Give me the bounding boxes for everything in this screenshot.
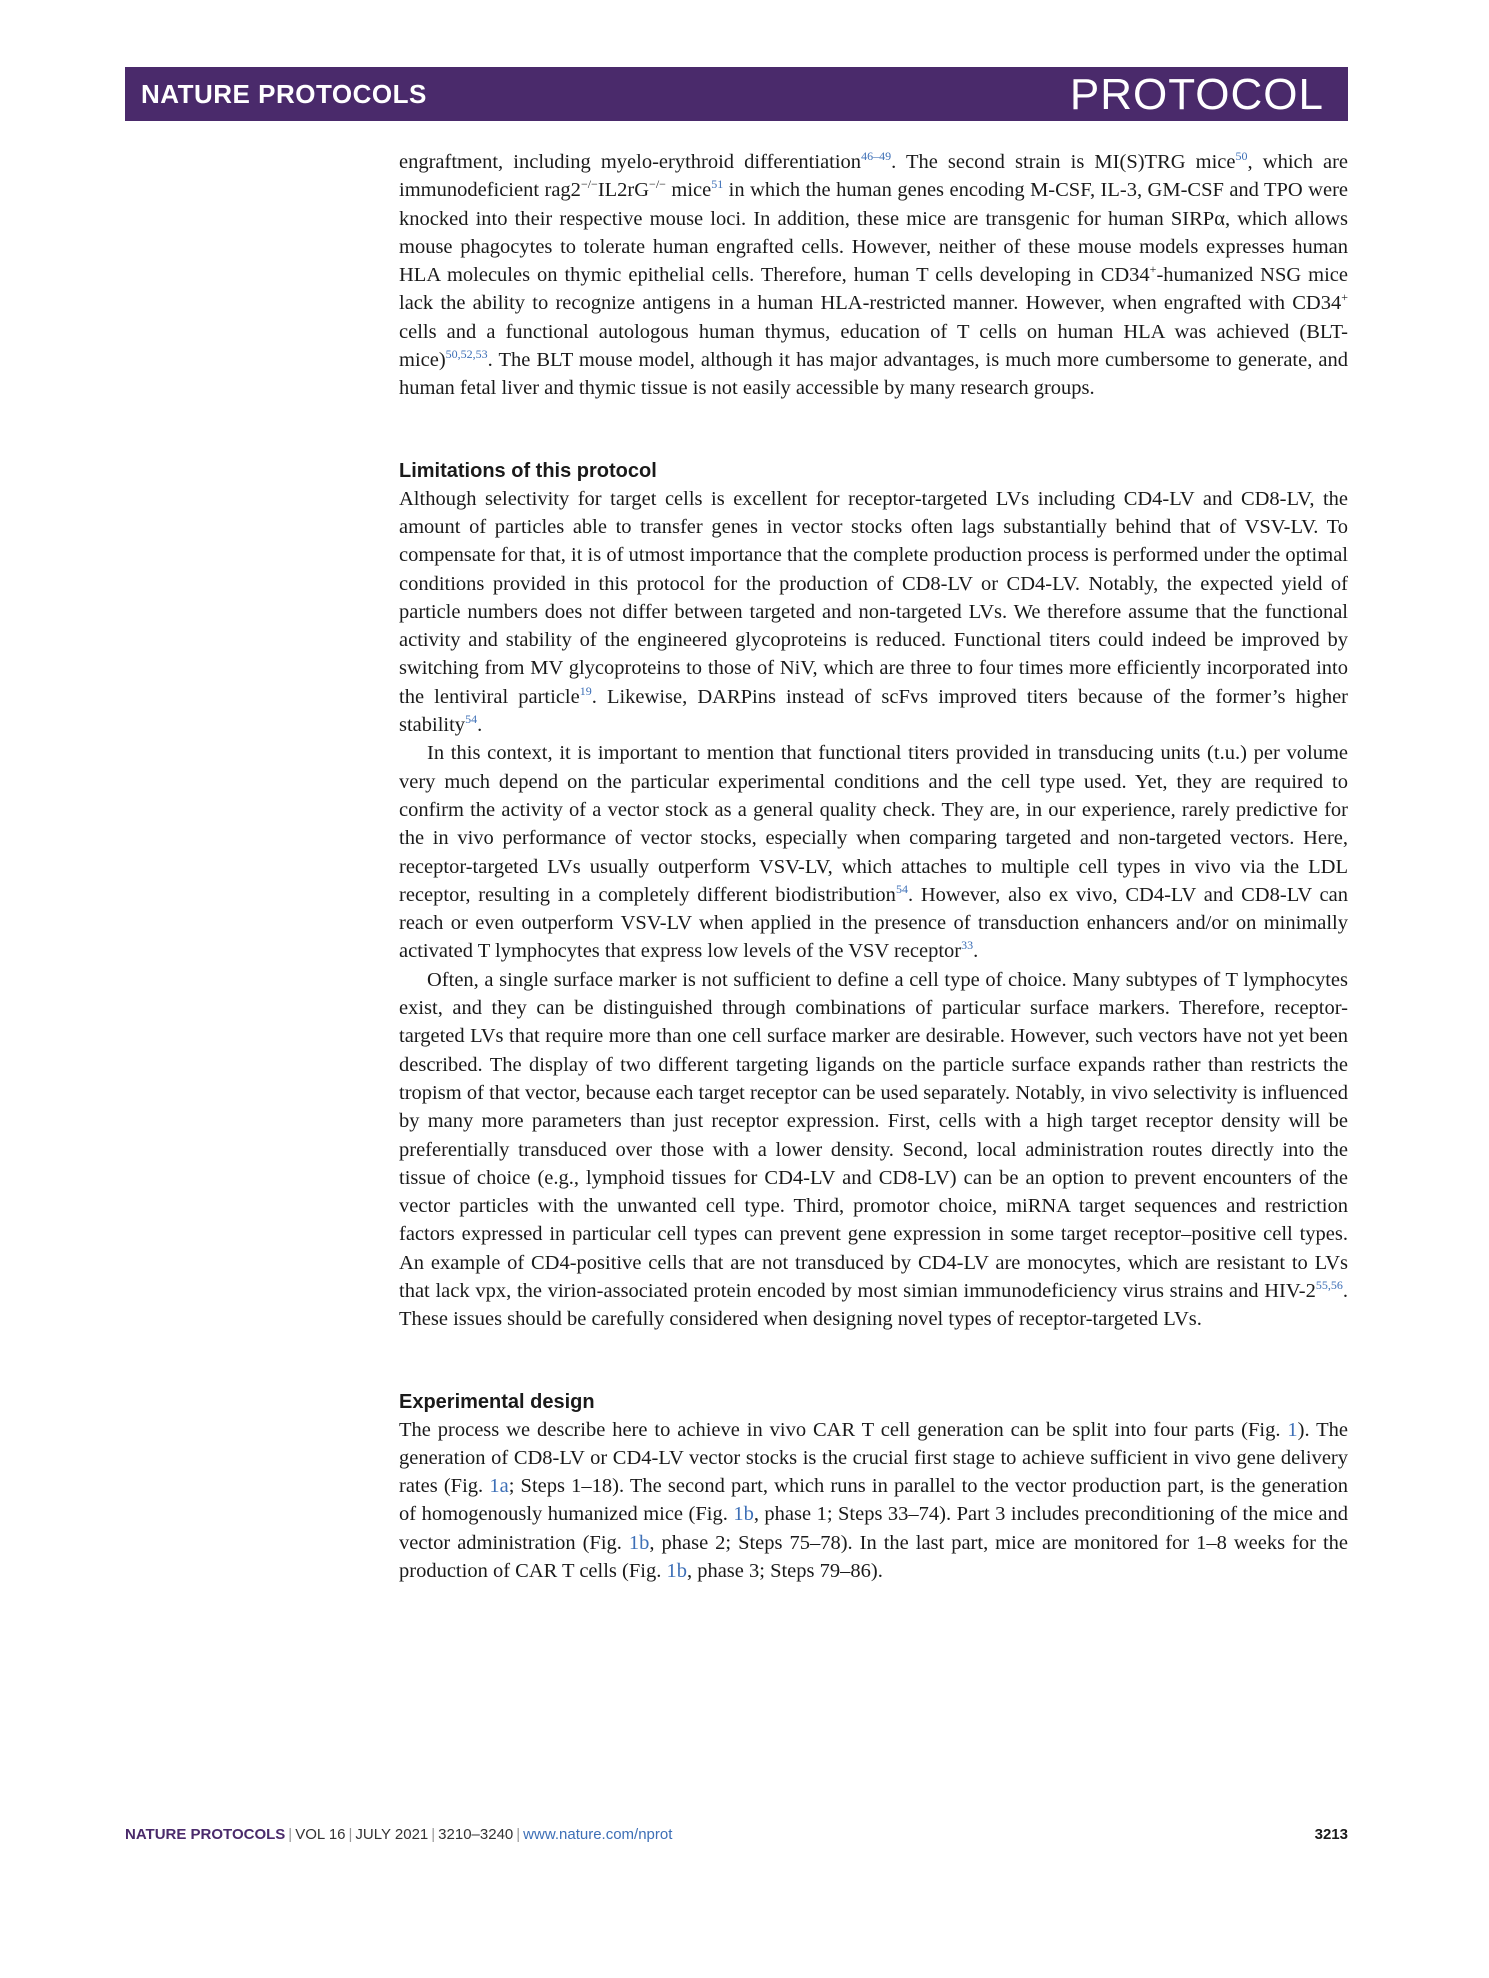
section-type-label: PROTOCOL — [1069, 70, 1324, 119]
citation-ref[interactable]: 51 — [711, 177, 724, 192]
superscript: −/− — [580, 177, 598, 192]
footer-date: JULY 2021 — [355, 1826, 429, 1843]
section-heading-experimental-design: Experimental design — [399, 1390, 595, 1413]
section-heading-limitations: Limitations of this protocol — [399, 459, 657, 482]
figure-link[interactable]: 1b — [628, 1531, 650, 1554]
article-body — [399, 148, 1348, 1585]
footer-journal: NATURE PROTOCOLS — [125, 1826, 286, 1843]
footer-url-link[interactable]: www.nature.com/nprot — [523, 1826, 673, 1843]
citation-ref[interactable]: 46–49 — [861, 149, 892, 163]
citation-ref[interactable]: 33 — [961, 938, 974, 953]
page-number: 3213 — [1314, 1826, 1348, 1843]
journal-header-bar — [125, 67, 1348, 121]
figure-link[interactable]: 1 — [1287, 1418, 1298, 1441]
paragraph-limitations-1: Although selectivity for target cells is excellent for receptor-targeted LVs including CD4-LV and CD8-LV, the amount of particles able to transfer genes in vector stocks often lags substantially behind that of VSV-LV. To compensate for that, it is of utmost importance that the complete production process is performed under the optimal conditions provided in this protocol for the production of CD8-LV or CD4-LV. Notably, the expected yield of particle numbers does not differ between targeted and non-targeted LVs. We therefore assume that the functional activity and stability of the engineered glycoproteins is reduced. Functional titers could indeed be improved by switching from MV glycoproteins to those of NiV, which are three to four times more efficiently incorporated into the lentiviral particle$^{19}$. Likewise, DARPins instead of scFvs improved titers because of the former’s higher stability$^{54}$. — [399, 487, 1348, 737]
citation-ref[interactable]: 50,52,53 — [445, 347, 488, 362]
superscript: + — [1149, 262, 1157, 277]
citation-ref[interactable]: 50 — [1235, 149, 1248, 163]
figure-link[interactable]: 1a — [489, 1475, 509, 1498]
citation-ref[interactable]: 54 — [895, 881, 908, 896]
paragraph-limitations-3: Often, a single surface marker is not sufficient to define a cell type of choice. Many subtypes of T lymphocytes exist, and they can be distinguished through combinations of particular surface markers. Therefore, receptor-targeted LVs that require more than one cell surface marker are desirable. However, such vectors have not yet been described. The display of two different targeting ligands on the particle surface expands rather than restricts the tropism of that vector, because each target receptor can be used separately. Notably, in vivo selectivity is influenced by many more parameters than just receptor expression. First, cells with a high target receptor density will be preferentially transduced over those with a lower density. Second, local administration routes directly into the tissue of choice (e.g., lymphoid tissues for CD4-LV and CD8-LV) can be an option to prevent encounters of the vector particles with the unwanted cell type. Third, promotor choice, miRNA target sequences and restriction factors expressed in particular cell types can prevent gene expression in some target receptor–positive cell types. An example of CD4-positive cells that are not transduced by CD4-LV are monocytes, which are resistant to LVs that lack vpx, the virion-associated protein encoded by most simian immunodeficiency virus strains and HIV-2$^{55,56}$. These issues should be carefully considered when designing novel types of receptor-targeted LVs. — [399, 968, 1348, 1331]
paragraph-experimental-design: The process we describe here to achieve in vivo CAR T cell generation can be split into four parts (Fig. 1). The generation of CD8-LV or CD4-LV vector stocks is the crucial first stage to achieve sufficient in vivo gene delivery rates (Fig. 1a; Steps 1–18). The second part, which runs in parallel to the vector production part, is the generation of homogenously humanized mice (Fig. 1b, phase 1; Steps 33–74). Part 3 includes preconditioning of the mice and vector administration (Fig. 1b, phase 2; Steps 75–78). In the last part, mice are monitored for 1–8 weeks for the production of CAR T cells (Fig. 1b, phase 3; Steps 79–86). — [399, 1418, 1349, 1583]
superscript: −/− — [649, 177, 666, 192]
paragraph-limitations-2: In this context, it is important to mention that functional titers provided in transducing units (t.u.) per volume very much depend on the particular experimental conditions and the cell type used. Yet, they are required to confirm the activity of a vector stock as a general quality check. They are, in our experience, rarely predictive for the in vivo performance of vector stocks, especially when comparing targeted and non-targeted vectors. Here, receptor-targeted LVs usually outperform VSV-LV, which attaches to multiple cell types in vivo via the LDL receptor, resulting in a completely different biodistribution$^{54}$. However, also ex vivo, CD4-LV and CD8-LV can reach or even outperform VSV-LV when applied in the presence of transduction enhancers and/or on minimally activated T lymphocytes that express low levels of the VSV receptor$^{33}$. — [399, 742, 1348, 963]
footer-pages: 3210–3240 — [438, 1826, 514, 1843]
footer-citation: NATURE PROTOCOLS | VOL 16 | JULY 2021 | 3210–3240 | www.nature.com/nprot — [125, 1826, 673, 1843]
citation-ref[interactable]: 19 — [579, 683, 592, 698]
figure-link[interactable]: 1b — [666, 1560, 687, 1583]
journal-name: NATURE PROTOCOLS — [141, 79, 427, 109]
citation-ref[interactable]: 55,56 — [1315, 1277, 1343, 1292]
page-footer — [125, 1826, 1348, 1850]
citation-ref[interactable]: 54 — [465, 712, 478, 727]
superscript: + — [1341, 290, 1348, 305]
figure-link[interactable]: 1b — [733, 1503, 754, 1526]
footer-volume: VOL 16 — [295, 1826, 346, 1843]
paragraph-intro-continued: engraftment, including myelo-erythroid differentiation$^{46-49}$. The second strain is MI(S)TRG mice$^{50}$, which are immunodeficient rag2−/−IL2rG−/− mice$^{51}$ in which the human genes encoding M-CSF, IL-3, GM-CSF and TPO were knocked into their respective mouse loci. In addition, these mice are transgenic for human SIRPα, which allows mouse phagocytes to tolerate human engrafted cells. However, neither of these mouse models expresses human HLA molecules on thymic epithelial cells. Therefore, human T cells developing in CD34+-humanized NSG mice lack the ability to recognize antigens in a human HLA-restricted manner. However, when engrafted with CD34+ cells and a functional autologous human thymus, education of T cells on human HLA was achieved (BLT-mice)$^{50,52,53}$. The BLT mouse model, although it has major advantages, is much more cumbersome to generate, and human fetal liver and thymic tissue is not easily accessible by many research groups. — [399, 149, 1349, 400]
